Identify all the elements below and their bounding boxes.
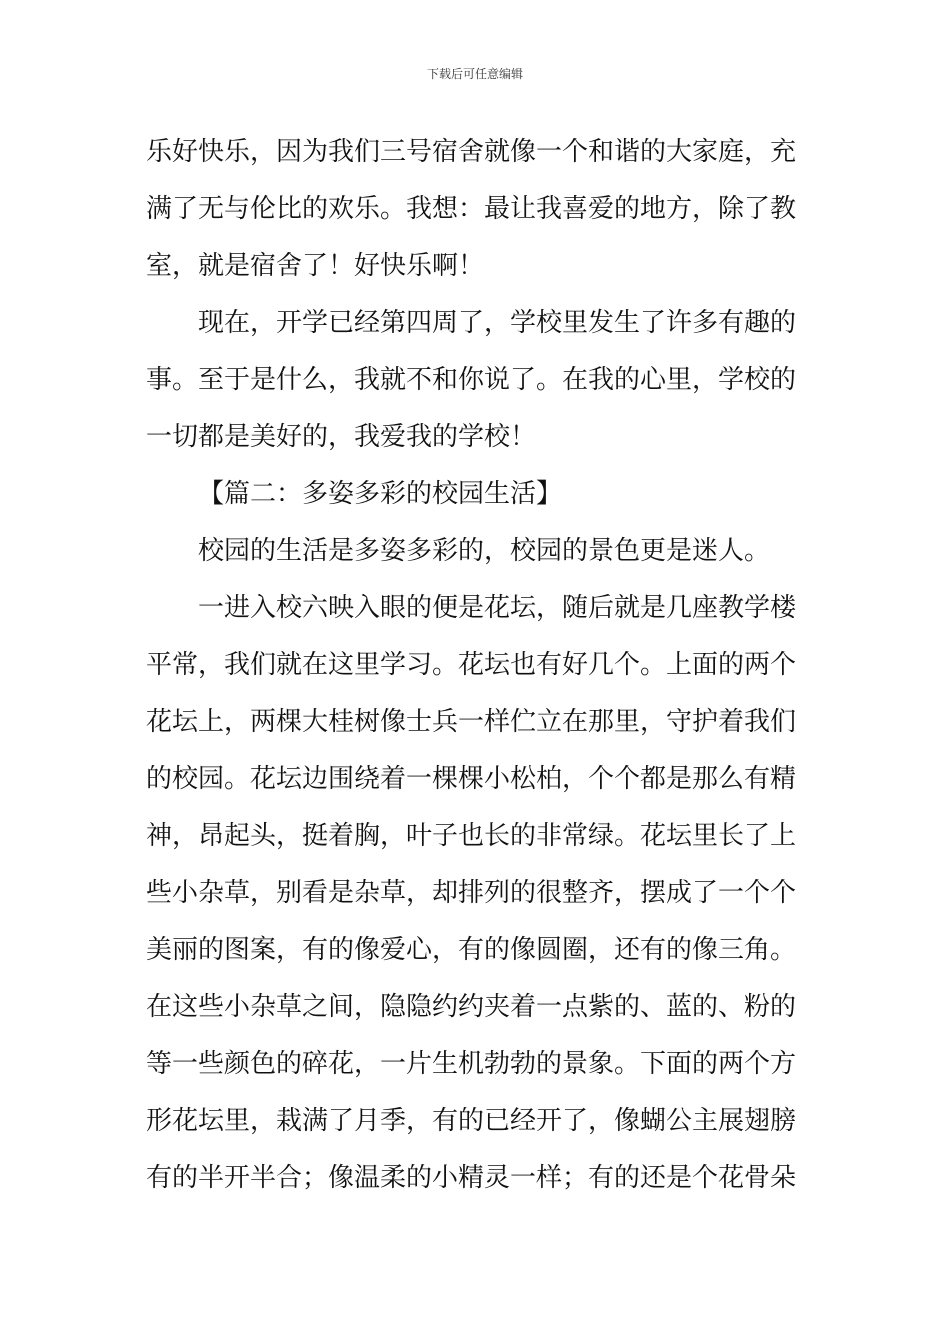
text-line: 花坛上，两棵大桂树像士兵一样伫立在那里，守护着我们 — [146, 707, 797, 737]
text-line: 乐好快乐，因为我们三号宿舍就像一个和谐的大家庭，充 — [146, 137, 797, 167]
text-line: 校园的生活是多姿多彩的，校园的景色更是迷人。 — [198, 536, 771, 566]
text-line: 室，就是宿舍了！好快乐啊！ — [146, 251, 485, 281]
text-line: 的校园。花坛边围绕着一棵棵小松柏，个个都是那么有精 — [146, 764, 797, 794]
text-line: 平常，我们就在这里学习。花坛也有好几个。上面的两个 — [146, 650, 797, 680]
text-line: 神，昂起头，挺着胸，叶子也长的非常绿。花坛里长了上 — [146, 821, 797, 851]
text-line: 【篇二：多姿多彩的校园生活】 — [198, 479, 563, 509]
text-line: 一切都是美好的，我爱我的学校！ — [146, 422, 537, 452]
text-line: 满了无与伦比的欢乐。我想：最让我喜爱的地方，除了教 — [146, 194, 797, 224]
page-header: 下载后可任意编辑 — [426, 67, 523, 81]
text-line: 些小杂草，别看是杂草，却排列的很整齐，摆成了一个个 — [146, 878, 797, 908]
text-line: 有的半开半合；像温柔的小精灵一样；有的还是个花骨朵 — [146, 1163, 797, 1193]
text-line: 在这些小杂草之间，隐隐约约夹着一点紫的、蓝的、粉的 — [146, 992, 797, 1022]
text-line: 形花坛里，栽满了月季，有的已经开了，像蝴公主展翅膀 — [146, 1106, 797, 1136]
text-line: 一进入校六映入眼的便是花坛，随后就是几座教学楼 — [198, 593, 797, 623]
text-line: 等一些颜色的碎花，一片生机勃勃的景象。下面的两个方 — [146, 1049, 797, 1079]
text-line: 事。至于是什么，我就不和你说了。在我的心里，学校的 — [146, 365, 797, 395]
text-line: 现在，开学已经第四周了，学校里发生了许多有趣的 — [198, 308, 797, 338]
document-body — [146, 124, 810, 1207]
text-line: 美丽的图案，有的像爱心，有的像圆圈，还有的像三角。 — [146, 935, 797, 965]
